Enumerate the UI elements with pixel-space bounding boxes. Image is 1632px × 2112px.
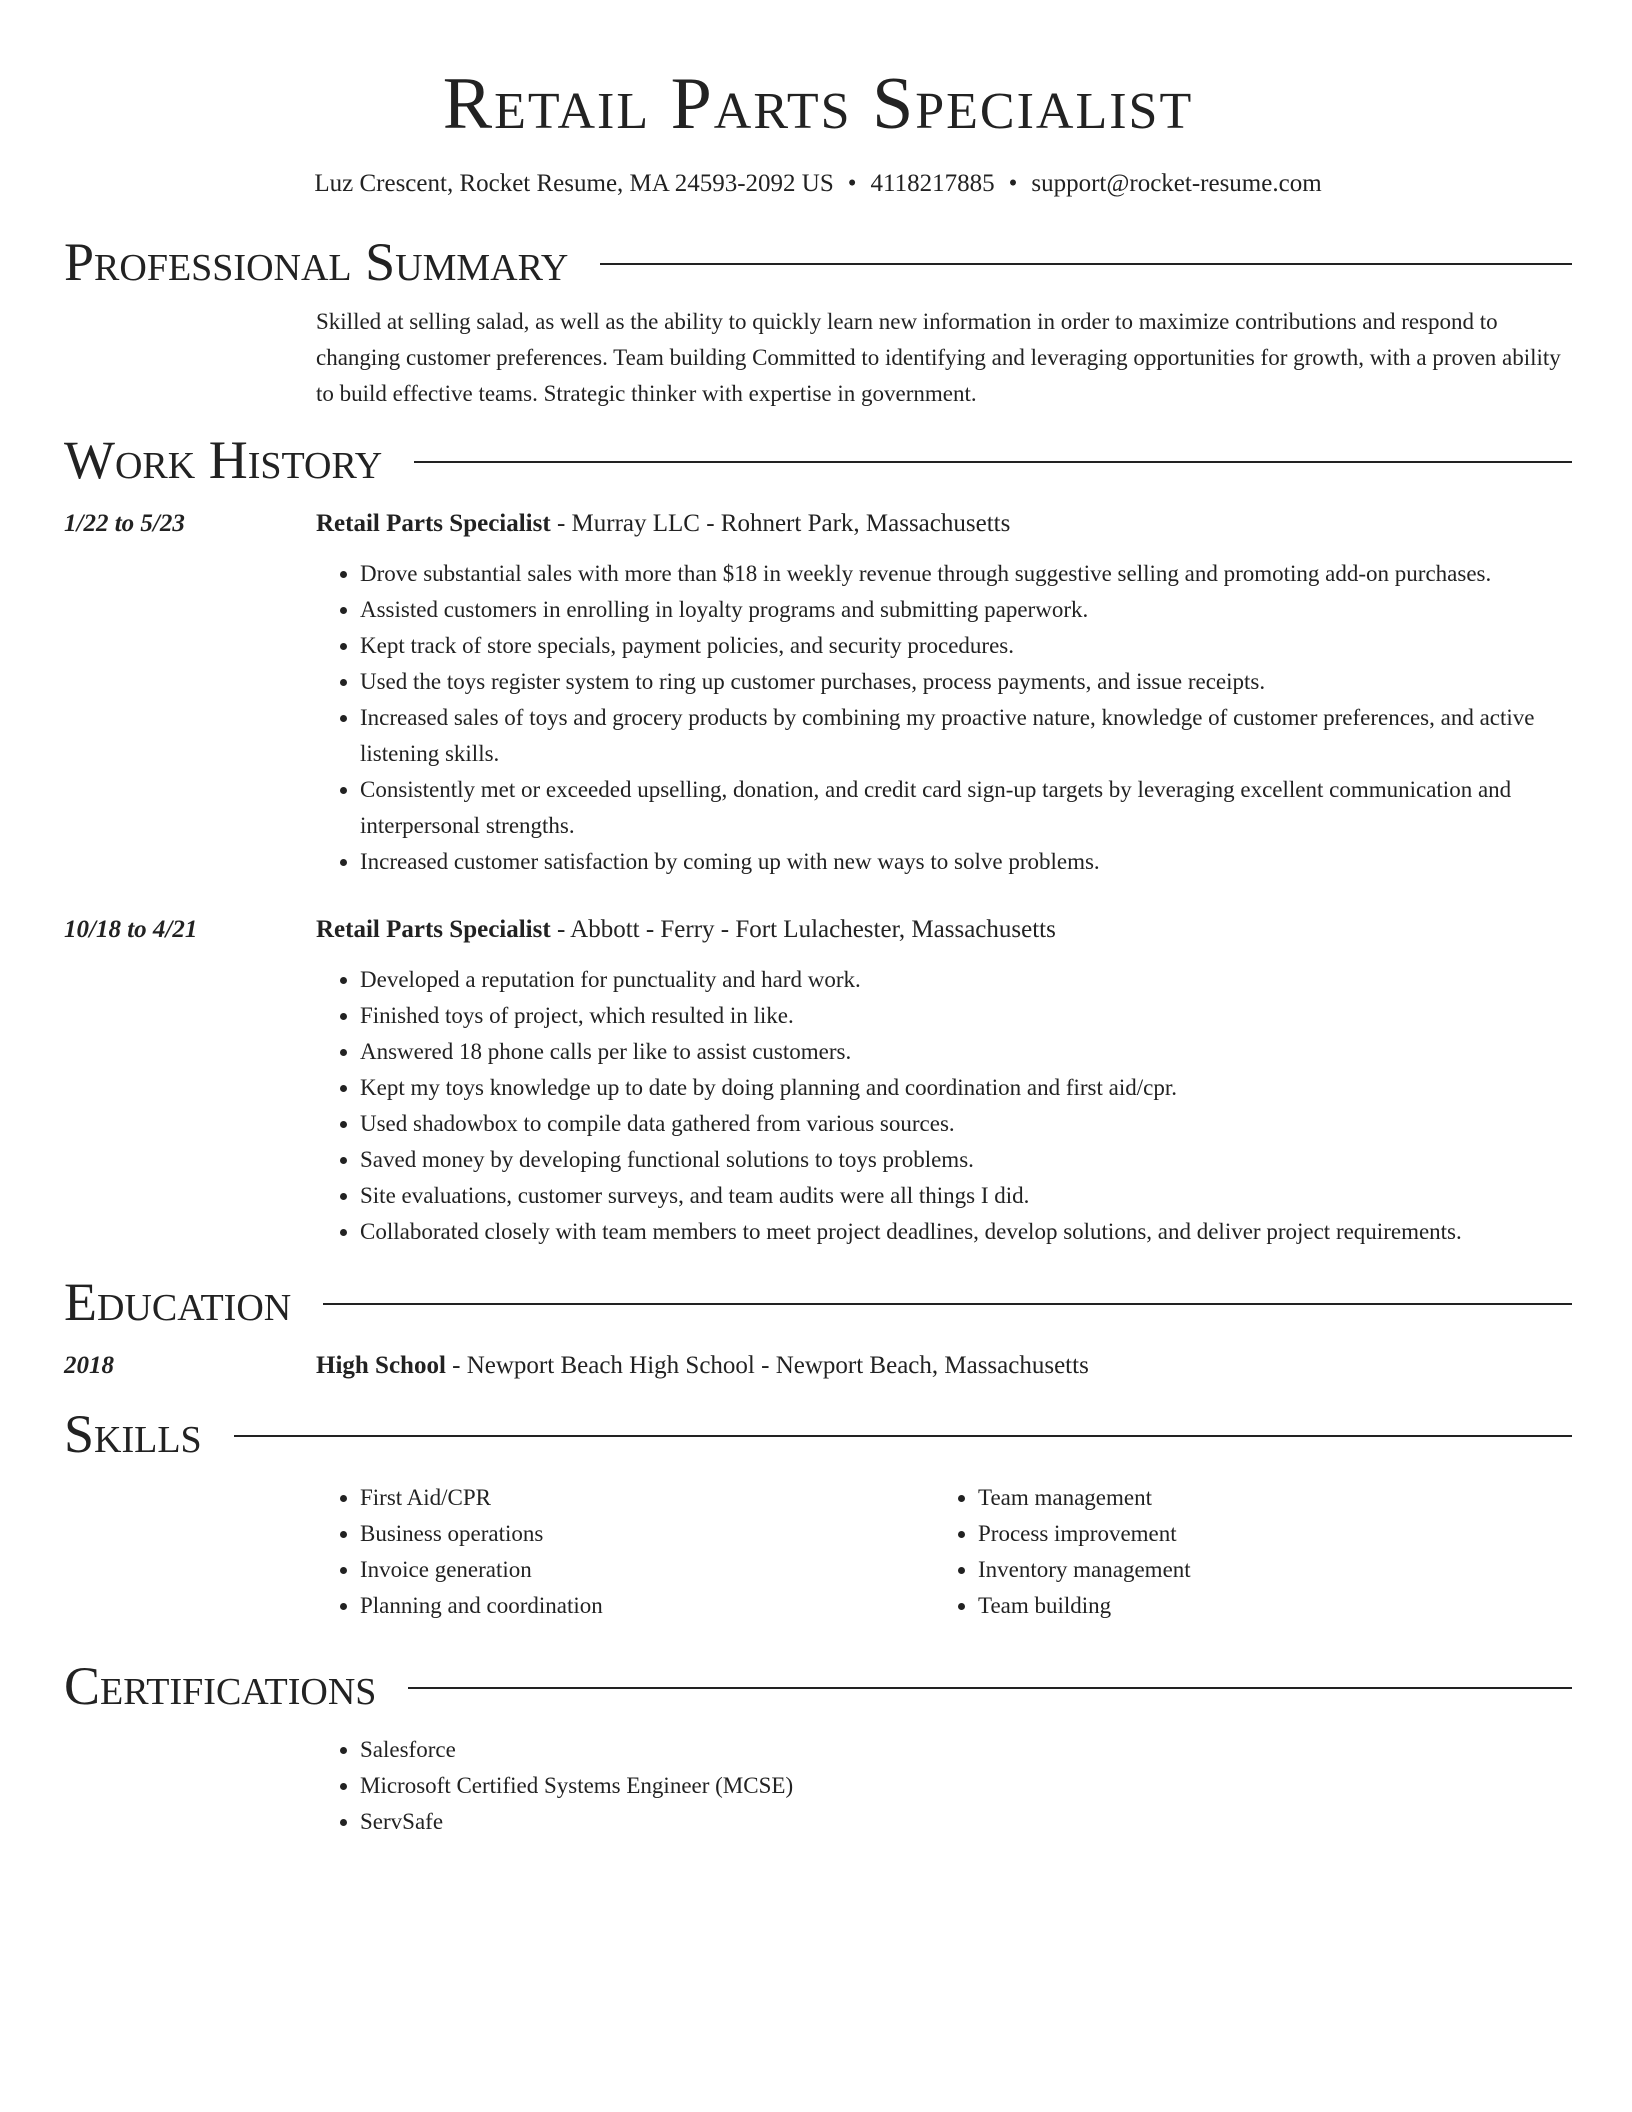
- education-year: 2018: [64, 1352, 114, 1379]
- job-employer: - Murray LLC - Rohnert Park, Massachusetts: [550, 510, 1011, 537]
- list-item: • Team building: [978, 1588, 1552, 1624]
- list-item: • Business operations: [360, 1516, 934, 1552]
- education-entry: [64, 1348, 1572, 1384]
- list-item: • Microsoft Certified Systems Engineer (MCSE): [360, 1768, 1572, 1804]
- section-title-certifications: Certifications: [64, 1656, 377, 1716]
- list-item: • Answered 18 phone calls per like to assist customers.: [360, 1034, 1572, 1070]
- job-dates: 1/22 to 5/23: [64, 510, 185, 537]
- certifications-list: [316, 1732, 1572, 1840]
- job-entry: [64, 506, 1572, 880]
- job-role: Retail Parts Specialist: [316, 916, 551, 943]
- list-item: • ServSafe: [360, 1804, 1572, 1840]
- list-item: • Site evaluations, customer surveys, and team audits were all things I did.: [360, 1178, 1572, 1214]
- list-item: • Kept my toys knowledge up to date by doing planning and coordination and first aid/cpr.: [360, 1070, 1572, 1106]
- contact-email: support@rocket-resume.com: [1031, 170, 1322, 197]
- job-dates: 10/18 to 4/21: [64, 916, 198, 943]
- list-item: • Finished toys of project, which resulted in like.: [360, 998, 1572, 1034]
- section-divider: [414, 461, 1572, 463]
- list-item: • Used shadowbox to compile data gathered from various sources.: [360, 1106, 1572, 1142]
- list-item: • Planning and coordination: [360, 1588, 934, 1624]
- section-divider: [323, 1303, 1572, 1305]
- job-title-line: [316, 506, 1572, 542]
- job-entry: [64, 912, 1572, 1250]
- list-item: • Drove substantial sales with more than $18 in weekly revenue through suggestive selling and promoting add-on purchases.: [360, 556, 1572, 592]
- contact-separator: •: [847, 170, 857, 197]
- education-section-header: [64, 1270, 1572, 1334]
- contact-phone: 4118217885: [870, 170, 995, 197]
- list-item: • Inventory management: [978, 1552, 1552, 1588]
- certifications-section-header: [64, 1654, 1572, 1718]
- list-item: • Increased sales of toys and grocery products by combining my proactive nature, knowledge of customer preferences, and active listening skills.: [360, 700, 1572, 772]
- list-item: • Consistently met or exceeded upselling, donation, and credit card sign-up targets by leveraging excellent communication and interpersonal strengths.: [360, 772, 1572, 844]
- education-line: [316, 1348, 1572, 1384]
- job-bullet-list: [316, 962, 1572, 1250]
- job-title-line: [316, 912, 1572, 948]
- job-bullet-list: [316, 556, 1572, 880]
- job-employer: - Abbott - Ferry - Fort Lulachester, Massachusetts: [550, 916, 1056, 943]
- list-item: • First Aid/CPR: [360, 1480, 934, 1516]
- section-title-work: Work History: [64, 430, 383, 490]
- job-role: Retail Parts Specialist: [316, 510, 551, 537]
- contact-address: Luz Crescent, Rocket Resume, MA 24593-2092 US: [314, 170, 834, 197]
- list-item: • Developed a reputation for punctuality and hard work.: [360, 962, 1572, 998]
- list-item: • Increased customer satisfaction by coming up with new ways to solve problems.: [360, 844, 1572, 880]
- list-item: • Collaborated closely with team members to meet project deadlines, develop solutions, and deliver project requirements.: [360, 1214, 1572, 1250]
- section-divider: [600, 263, 1572, 265]
- education-school: - Newport Beach High School - Newport Beach, Massachusetts: [445, 1352, 1089, 1379]
- skills-section-header: [64, 1402, 1572, 1466]
- list-item: • Invoice generation: [360, 1552, 934, 1588]
- skills-column-right: [934, 1480, 1552, 1624]
- list-item: • Team management: [978, 1480, 1552, 1516]
- section-title-skills: Skills: [64, 1404, 202, 1464]
- summary-text: Skilled at selling salad, as well as the ability to quickly learn new information in order to maximize contributions and respond to changing customer preferences. Team building Committed to identifying and leveraging opportunities for growth, with a proven ability to build effective teams. Strategic thinker with expertise in government.: [316, 309, 1561, 406]
- section-divider: [234, 1435, 1572, 1437]
- work-section-header: [64, 428, 1572, 492]
- contact-line: [64, 168, 1572, 200]
- section-title-summary: Professional Summary: [64, 232, 569, 292]
- skills-grid: [316, 1480, 1572, 1624]
- list-item: • Saved money by developing functional solutions to toys problems.: [360, 1142, 1572, 1178]
- section-title-education: Education: [64, 1272, 292, 1332]
- education-degree: High School: [316, 1352, 446, 1379]
- list-item: • Process improvement: [978, 1516, 1552, 1552]
- contact-separator: •: [1008, 170, 1018, 197]
- list-item: • Kept track of store specials, payment policies, and security procedures.: [360, 628, 1572, 664]
- page-title: Retail Parts Specialist: [442, 63, 1194, 145]
- section-divider: [408, 1687, 1572, 1689]
- summary-section-header: [64, 230, 1572, 294]
- resume-page: [64, 0, 1572, 1840]
- list-item: • Salesforce: [360, 1732, 1572, 1768]
- list-item: • Used the toys register system to ring up customer purchases, process payments, and issue receipts.: [360, 664, 1572, 700]
- list-item: • Assisted customers in enrolling in loyalty programs and submitting paperwork.: [360, 592, 1572, 628]
- skills-column-left: [316, 1480, 934, 1624]
